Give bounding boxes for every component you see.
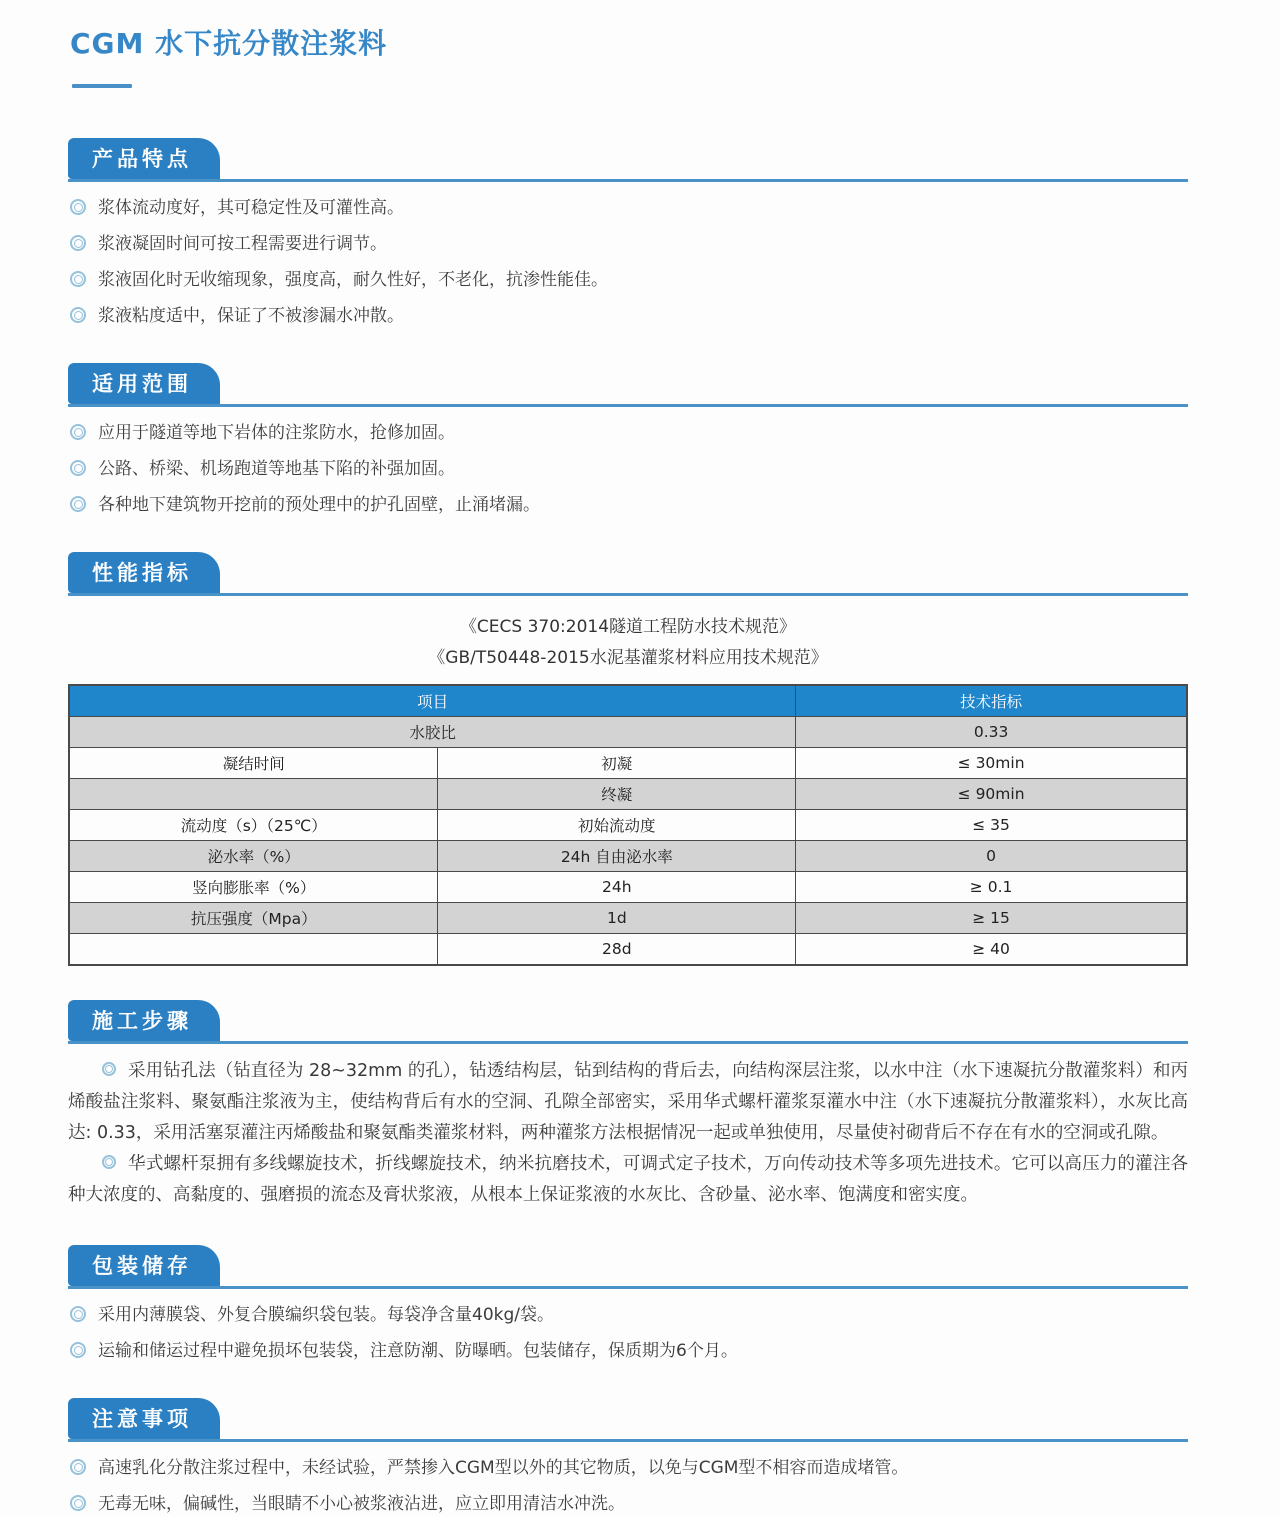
- list-item: [68, 268, 1188, 293]
- section-tab-steps: 施工步骤: [68, 1000, 220, 1041]
- list-item: [68, 493, 1188, 518]
- table-cell-value: ≥ 15: [796, 903, 1187, 934]
- table-cell-item: 竖向膨胀率（%）: [69, 872, 438, 903]
- title-underline: [72, 84, 132, 88]
- list-item: [68, 1456, 1188, 1481]
- table-row: [69, 841, 1187, 872]
- table-cell-sub: 24h: [438, 872, 796, 903]
- list-item-text: 浆液凝固时间可按工程需要进行调节。: [98, 234, 387, 254]
- standards-references: [68, 612, 1188, 674]
- section-header: [68, 1000, 1188, 1044]
- table-row: [69, 810, 1187, 841]
- bullseye-bullet-icon: [70, 424, 86, 440]
- table-row: [69, 717, 1187, 748]
- table-header-row: [69, 685, 1187, 717]
- bullseye-bullet-icon: [70, 271, 86, 287]
- table-row: [69, 934, 1187, 966]
- bullseye-bullet-icon: [102, 1155, 116, 1169]
- bullseye-bullet-icon: [70, 460, 86, 476]
- packaging-list: [68, 1303, 1188, 1364]
- features-list: [68, 196, 1188, 329]
- section-performance: [68, 552, 1188, 966]
- bullseye-bullet-icon: [70, 307, 86, 323]
- table-cell-sub: 终凝: [438, 779, 796, 810]
- step-paragraph: [68, 1149, 1188, 1211]
- section-steps: [68, 1000, 1188, 1211]
- table-cell-sub: 1d: [438, 903, 796, 934]
- list-item: [68, 1303, 1188, 1328]
- list-item-text: 各种地下建筑物开挖前的预处理中的护孔固壁，止涌堵漏。: [98, 495, 540, 515]
- bullseye-bullet-icon: [70, 1459, 86, 1475]
- table-row: [69, 872, 1187, 903]
- standard-line: 《CECS 370:2014隧道工程防水技术规范》: [459, 617, 797, 637]
- section-header: [68, 552, 1188, 596]
- section-header: [68, 363, 1188, 407]
- table-cell-item: 流动度（s）（25℃）: [69, 810, 438, 841]
- bullseye-bullet-icon: [70, 235, 86, 251]
- list-item-text: 应用于隧道等地下岩体的注浆防水，抢修加固。: [98, 423, 455, 443]
- table-cell-value: 0.33: [796, 717, 1187, 748]
- list-item: [68, 232, 1188, 257]
- list-item-text: 高速乳化分散注浆过程中，未经试验，严禁掺入CGM型以外的其它物质，以免与CGM型不相容而造成堵管。: [98, 1458, 909, 1478]
- table-cell-item: 水胶比: [69, 717, 796, 748]
- table-cell-item: [69, 934, 438, 966]
- steps-paragraphs: [68, 1056, 1188, 1211]
- section-tab-scope: 适用范围: [68, 363, 220, 404]
- list-item-text: 浆液固化时无收缩现象，强度高，耐久性好，不老化，抗渗性能佳。: [98, 270, 608, 290]
- bullseye-bullet-icon: [70, 199, 86, 215]
- section-packaging: [68, 1245, 1188, 1364]
- table-cell-item: 抗压强度（Mpa）: [69, 903, 438, 934]
- step-paragraph-text: 采用钻孔法（钻直径为 28~32mm 的孔），钻透结构层，钻到结构的背后去，向结构深层注浆，以水中注（水下速凝抗分散灌浆料）和丙烯酸盐注浆料、聚氨酯注浆液为主，使结构背后有水的空洞、孔隙全部密实，采用华式螺杆灌浆泵灌水中注（水下速凝抗分散灌浆料），水灰比高达: 0.33，采用活塞泵灌注丙烯酸盐和聚氨酯类灌浆材料，两种灌浆方法根据情况一起或单独使用，尽量使衬砌背后不存在有水的空洞或孔隙。: [68, 1061, 1188, 1143]
- table-cell-value: ≤ 35: [796, 810, 1187, 841]
- list-item-text: 运输和储运过程中避免损坏包装袋，注意防潮、防曝晒。包装储存，保质期为6个月。: [98, 1341, 738, 1361]
- bullseye-bullet-icon: [70, 496, 86, 512]
- step-paragraph-text: 华式螺杆泵拥有多线螺旋技术，折线螺旋技术，纳米抗磨技术，可调式定子技术，万向传动技术等多项先进技术。它可以高压力的灌注各种大浓度的、高黏度的、强磨损的流态及膏状浆液，从根本上保证浆液的水灰比、含砂量、泌水率、饱满度和密实度。: [68, 1154, 1188, 1205]
- table-cell-value: ≤ 90min: [796, 779, 1187, 810]
- section-tab-packaging: 包装储存: [68, 1245, 220, 1286]
- table-cell-sub: 24h 自由泌水率: [438, 841, 796, 872]
- section-features: [68, 138, 1188, 329]
- table-cell-item: [69, 779, 438, 810]
- section-tab-performance: 性能指标: [68, 552, 220, 593]
- table-cell-item: 泌水率（%）: [69, 841, 438, 872]
- section-header: [68, 1398, 1188, 1442]
- list-item: [68, 196, 1188, 221]
- table-cell-sub: 初始流动度: [438, 810, 796, 841]
- section-notes: [68, 1398, 1188, 1517]
- table-header-value: 技术指标: [796, 685, 1187, 717]
- scope-list: [68, 421, 1188, 518]
- list-item: [68, 304, 1188, 329]
- section-header: [68, 138, 1188, 182]
- table-cell-value: 0: [796, 841, 1187, 872]
- list-item: [68, 421, 1188, 446]
- bullseye-bullet-icon: [70, 1495, 86, 1511]
- list-item-text: 无毒无味，偏碱性，当眼睛不小心被浆液沾进，应立即用清洁水冲洗。: [98, 1494, 625, 1514]
- table-row: [69, 903, 1187, 934]
- table-cell-value: ≥ 0.1: [796, 872, 1187, 903]
- section-tab-features: 产品特点: [68, 138, 220, 179]
- list-item-text: 浆液粘度适中，保证了不被渗漏水冲散。: [98, 306, 404, 326]
- list-item: [68, 1492, 1188, 1517]
- table-cell-sub: 初凝: [438, 748, 796, 779]
- table-row: [69, 748, 1187, 779]
- list-item-text: 浆体流动度好，其可稳定性及可灌性高。: [98, 198, 404, 218]
- performance-table: [68, 684, 1188, 966]
- table-cell-sub: 28d: [438, 934, 796, 966]
- step-paragraph: [68, 1056, 1188, 1149]
- table-header-item: 项目: [69, 685, 796, 717]
- list-item-text: 采用内薄膜袋、外复合膜编织袋包装。每袋净含量40kg/袋。: [98, 1305, 554, 1325]
- standard-line: 《GB/T50448-2015水泥基灌浆材料应用技术规范》: [428, 648, 828, 668]
- section-tab-notes: 注意事项: [68, 1398, 220, 1439]
- bullseye-bullet-icon: [102, 1062, 116, 1076]
- table-row: [69, 779, 1187, 810]
- section-header: [68, 1245, 1188, 1289]
- table-cell-value: ≤ 30min: [796, 748, 1187, 779]
- bullseye-bullet-icon: [70, 1342, 86, 1358]
- table-cell-value: ≥ 40: [796, 934, 1187, 966]
- list-item: [68, 1339, 1188, 1364]
- list-item-text: 公路、桥梁、机场跑道等地基下陷的补强加固。: [98, 459, 455, 479]
- section-scope: [68, 363, 1188, 518]
- bullseye-bullet-icon: [70, 1306, 86, 1322]
- table-cell-item: 凝结时间: [69, 748, 438, 779]
- notes-list: [68, 1456, 1188, 1517]
- page-title: CGM 水下抗分散注浆料: [70, 27, 388, 60]
- list-item: [68, 457, 1188, 482]
